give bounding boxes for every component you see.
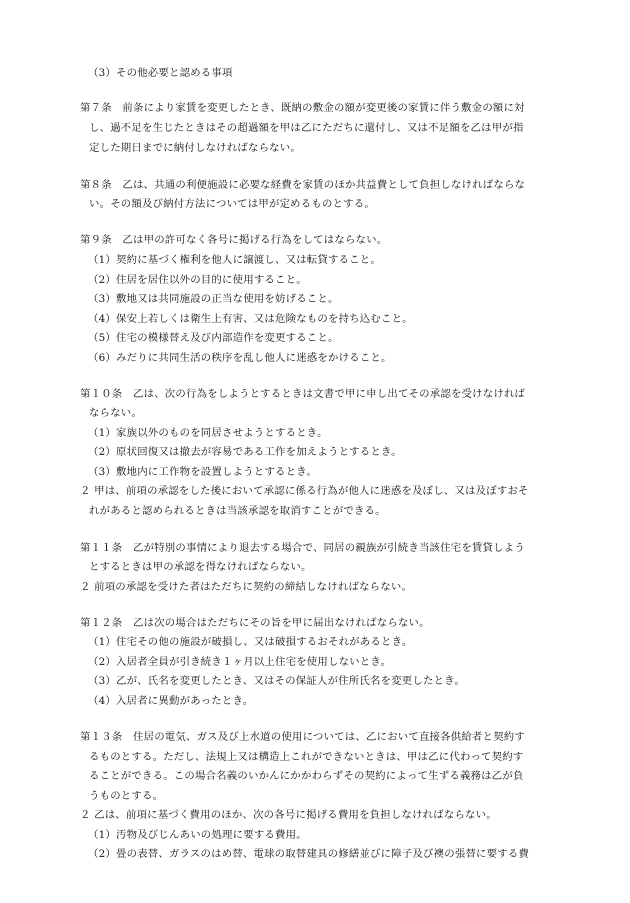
- text-line: 定した期日までに納付しなければならない。: [89, 142, 301, 154]
- text-line: とするときは甲の承認を得なければならない。: [89, 561, 312, 573]
- list-item: （3）敷地内に工作物を設置しようとするとき。: [88, 466, 317, 478]
- article-12-heading: 第１２条 乙は次の場合はただちにその旨を甲に届出なければならない。: [80, 617, 430, 629]
- article-10-heading: 第１０条 乙は、次の行為をしようとするときは文書で甲に申し出てその承認を受けなければ: [80, 388, 526, 400]
- list-item: （2）畳の表替、ガラスのはめ替、電球の取替建具の修繕並びに障子及び襖の張替に要する費: [88, 848, 530, 860]
- article-8-heading: 第８条 乙は、共通の利便施設に必要な経費を家賃のほか共益費として負担しなければならな: [80, 179, 526, 191]
- list-item: （3）乙が、氏名を変更したとき、又はその保証人が住所氏名を変更したとき。: [88, 675, 465, 687]
- article-11-heading: 第１１条 乙が特別の事情により退去する場合で、同居の親族が引続き当該住宅を賃貸しよう: [80, 542, 525, 554]
- list-item: （1）契約に基づく権利を他人に譲渡し、又は転貸すること。: [88, 254, 381, 266]
- text-line: い。その額及び納付方法については甲が定めるものとする。: [89, 198, 375, 210]
- list-item: （5）住宅の模様替え及び内部造作を変更すること。: [88, 332, 339, 344]
- list-item: （1）住宅その他の施設が破損し、又は破損するおそれがあるとき。: [88, 636, 413, 648]
- text-line: うものとする。: [89, 790, 164, 802]
- sub-paragraph: ２ 乙は、前項に基づく費用のほか、次の各号に掲げる費用を負担しなければならない。: [80, 809, 497, 821]
- list-item: （3）敷地又は共同施設の正当な使用を妨げること。: [88, 293, 339, 305]
- text-line: るものとする。ただし、法規上又は構造上これができないときは、甲は乙に代わって契約す: [89, 751, 524, 763]
- list-item: （2）原状回復又は撤去が容易である工作を加えようとするとき。: [88, 446, 402, 458]
- sub-paragraph: ２ 前項の承認を受けた者はただちに契約の締結しなければならない。: [80, 581, 413, 593]
- text-line: （3）その他必要と認める事項: [88, 67, 233, 79]
- list-item: （4）入居者に異動があったとき。: [88, 695, 254, 707]
- list-item: （1）汚物及びじんあいの処理に要する費用。: [88, 829, 307, 841]
- article-7-heading: 第７条 前条により家賃を変更したとき、既納の敷金の額が変更後の家賃に伴う敷金の額に対: [80, 102, 525, 114]
- list-item: （4）保安上若しくは衛生上有害、又は危険なものを持ち込むこと。: [88, 313, 413, 325]
- text-line: し、過不足を生じたときはその超過額を甲は乙にただちに還付し、又は不足額を乙は甲が指: [89, 122, 524, 134]
- text-line: ならない。: [89, 407, 142, 419]
- article-13-heading: 第１３条 住居の電気、ガス及び上水道の使用については、乙において直接各供給者と契約す: [80, 731, 525, 743]
- article-9-heading: 第９条 乙は甲の許可なく各号に掲げる行為をしてはならない。: [80, 234, 388, 246]
- list-item: （6）みだりに共同生活の秩序を乱し他人に迷惑をかけること。: [88, 352, 392, 364]
- text-line: ることができる。この場合名義のいかんにかかわらずその契約によって生ずる義務は乙が負: [89, 770, 524, 782]
- list-item: （1）家族以外のものを同居させようとするとき。: [88, 427, 328, 439]
- list-item: （2）入居者全員が引き続き１ヶ月以上住宅を使用しないとき。: [88, 656, 392, 668]
- text-line: れがあると認められるときは当該承認を取消すことができる。: [89, 505, 386, 517]
- list-item: （2）住居を居住以外の目的に使用すること。: [88, 274, 307, 286]
- sub-paragraph: ２ 甲は、前項の承認をした後において承認に係る行為が他人に迷惑を及ぼし、又は及ぼすおそ: [80, 485, 529, 497]
